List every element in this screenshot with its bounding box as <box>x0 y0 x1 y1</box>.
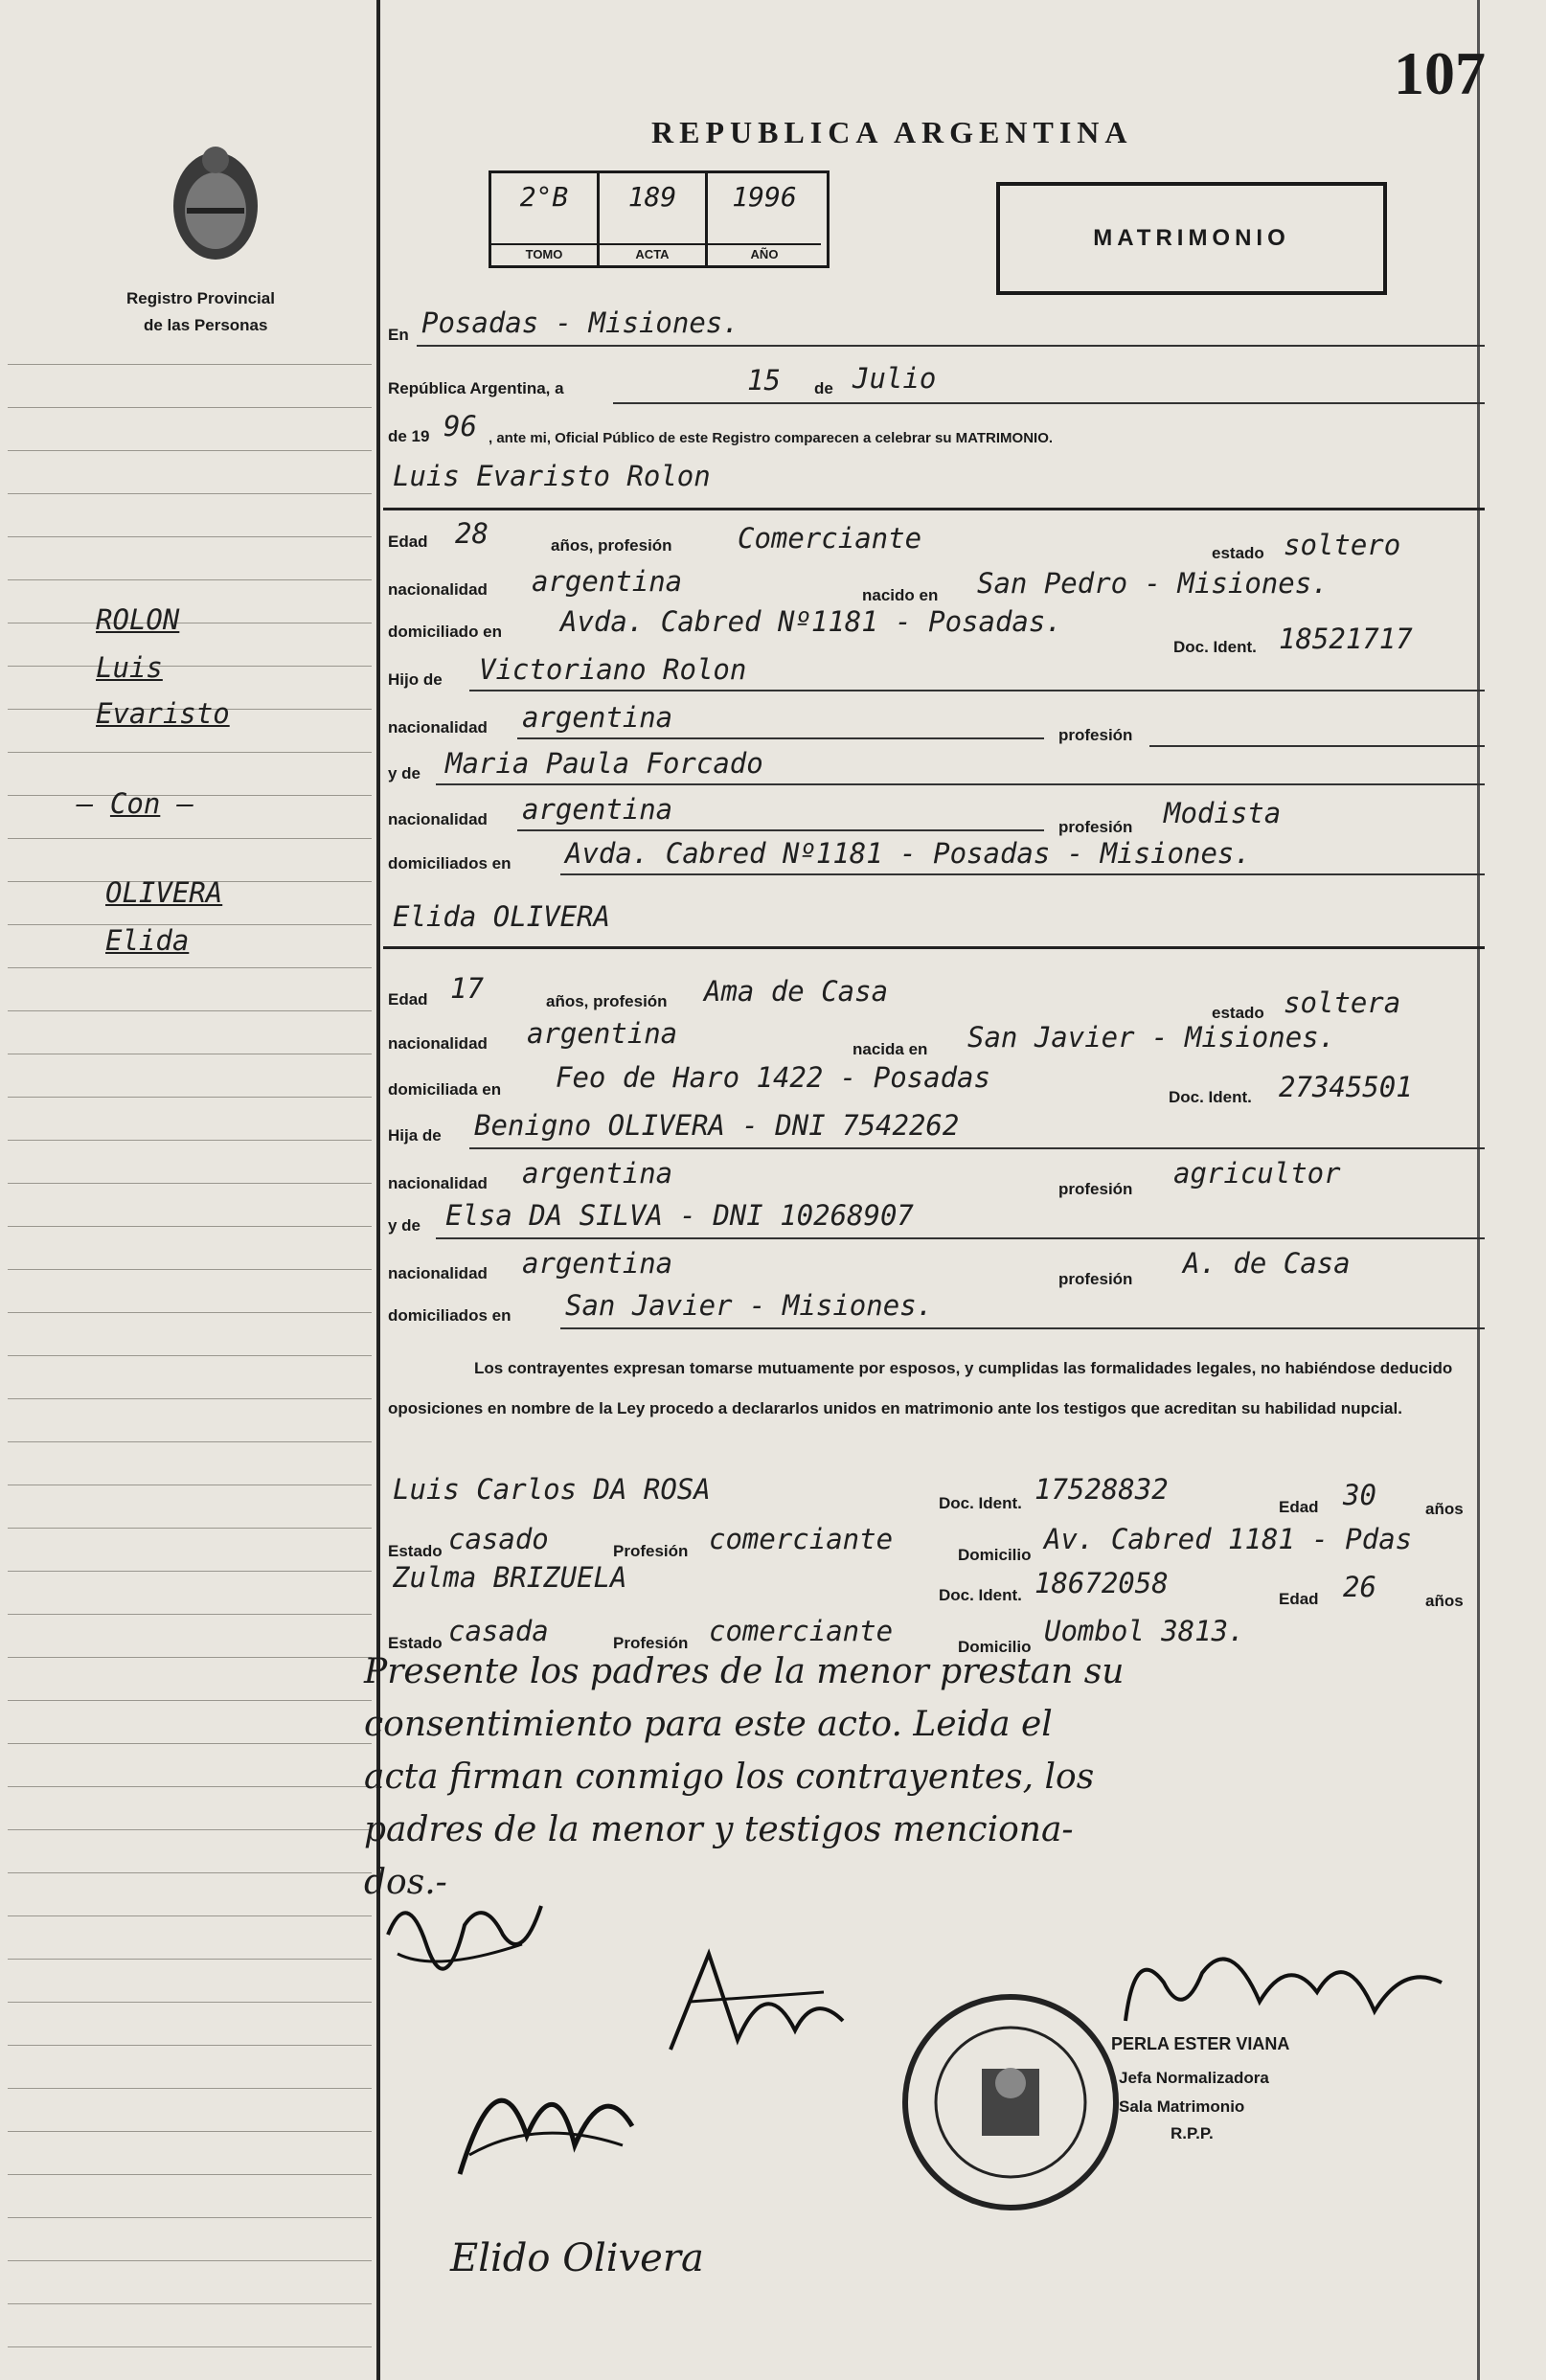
label-doc-ident: Doc. Ident. <box>1173 638 1257 656</box>
margin-bride-surname: OLIVERA <box>105 876 223 909</box>
witness2-doc: 18672058 <box>1034 1567 1169 1599</box>
witness1-doc: 17528832 <box>1034 1473 1169 1506</box>
witness2-name: Zulma BRIZUELA <box>393 1561 627 1594</box>
label-estado: estado <box>1212 544 1264 562</box>
label-anos-profesion: años, profesión <box>551 536 672 555</box>
rule-bride-name <box>383 946 1485 949</box>
witness2-status: casada <box>448 1615 549 1647</box>
label-nacionalidad-f: nacionalidad <box>388 718 488 737</box>
label-nacida-en: nacida en <box>853 1040 928 1058</box>
note-line-4: padres de la menor y testigos menciona- <box>364 1810 1074 1849</box>
label-nacionalidad-bf: nacionalidad <box>388 1174 488 1192</box>
bride-father-nationality: argentina <box>522 1157 673 1190</box>
label-estado-w2: Estado <box>388 1634 443 1652</box>
note-line-5: dos.- <box>364 1863 447 1902</box>
margin-rule-line <box>8 1226 372 1227</box>
margin-rule-line <box>8 1614 372 1615</box>
label-edad-b: Edad <box>388 990 428 1009</box>
label-edad-w2: Edad <box>1279 1590 1319 1608</box>
signature-groom <box>378 1877 551 1992</box>
label-anos-w1: años <box>1425 1500 1464 1518</box>
margin-rule-line <box>8 2260 372 2261</box>
signature-witness2 <box>441 2011 651 2193</box>
label-nacionalidad-b: nacionalidad <box>388 1034 488 1053</box>
label-y-de-b: y de <box>388 1216 421 1235</box>
label-estado-w1: Estado <box>388 1542 443 1560</box>
margin-rule-line <box>8 666 372 667</box>
margin-groom-name2: Evaristo <box>96 697 230 730</box>
rule-mother-nat <box>517 829 1044 831</box>
official-seal-icon <box>896 1987 1125 2217</box>
label-domicilio-w2: Domicilio <box>958 1638 1032 1656</box>
label-y-de: y de <box>388 764 421 782</box>
groom-parents-address: Avda. Cabred Nº1181 - Posadas - Misiones. <box>565 837 1251 870</box>
date-month: Julio <box>853 362 937 395</box>
note-line-3: acta firman conmigo los contrayentes, los <box>364 1757 1095 1797</box>
bride-address: Feo de Haro 1422 - Posadas <box>556 1061 990 1094</box>
registry-name-line1: Registro Provincial <box>126 289 275 307</box>
groom-mother-nationality: argentina <box>522 793 673 826</box>
margin-rule-line <box>8 1312 372 1313</box>
ano-cell <box>708 173 821 265</box>
bride-parents-address: San Javier - Misiones. <box>565 1289 934 1322</box>
bride-full-name: Elida OLIVERA <box>393 900 610 933</box>
official-name: PERLA ESTER VIANA <box>1111 2034 1290 2053</box>
margin-rule-line <box>8 2346 372 2347</box>
margin-groom-name1: Luis <box>96 651 163 684</box>
label-profesion-m: profesión <box>1058 818 1133 836</box>
rule-father-prof <box>1149 745 1485 747</box>
margin-rule-line <box>8 1441 372 1442</box>
witness1-address: Av. Cabred 1181 - Pdas <box>1044 1523 1413 1555</box>
margin-rule-line <box>8 536 372 537</box>
label-republica: República Argentina, a <box>388 379 564 397</box>
groom-age: 28 <box>455 517 489 550</box>
margin-rule-line <box>8 1786 372 1787</box>
label-doc-ident-w1: Doc. Ident. <box>939 1494 1022 1512</box>
margin-rule-line <box>8 1097 372 1098</box>
label-profesion-w2: Profesión <box>613 1634 689 1652</box>
rule-mother <box>436 783 1485 785</box>
label-ante-mi: , ante mi, Oficial Público de este Registro comparecen a celebrar su MATRIMONIO. <box>489 430 1054 446</box>
margin-rule-line <box>8 1959 372 1960</box>
margin-rule-line <box>8 493 372 494</box>
rule-father-nat <box>517 737 1044 739</box>
label-hijo-de: Hijo de <box>388 670 443 689</box>
bride-nationality: argentina <box>527 1017 678 1050</box>
coat-of-arms-icon <box>163 139 268 268</box>
witness2-age: 26 <box>1343 1571 1376 1603</box>
margin-rule-line <box>8 2131 372 2132</box>
margin-rule-line <box>8 1571 372 1572</box>
margin-rule-line <box>8 450 372 451</box>
groom-full-name: Luis Evaristo Rolon <box>393 460 711 492</box>
groom-profession: Comerciante <box>738 522 922 555</box>
ano-value: 1996 <box>732 181 797 213</box>
record-type-box: MATRIMONIO <box>996 182 1387 295</box>
margin-rule-line <box>8 1528 372 1529</box>
label-domiciliados-en: domiciliados en <box>388 854 512 873</box>
page-number: 107 <box>1394 39 1486 107</box>
note-line-1: Presente los padres de la menor prestan su <box>364 1652 1125 1691</box>
label-de-19: de 19 <box>388 427 430 445</box>
label-nacionalidad: nacionalidad <box>388 580 488 599</box>
label-profesion-bf: profesión <box>1058 1180 1133 1198</box>
rule-father <box>469 690 1485 691</box>
signature-witness1 <box>651 1935 862 2088</box>
margin-rule-line <box>8 1010 372 1011</box>
rule-groom-name <box>383 508 1485 510</box>
margin-rule-line <box>8 2174 372 2175</box>
margin-rule-line <box>8 407 372 408</box>
margin-rule-line <box>8 1872 372 1873</box>
label-nacionalidad-bm: nacionalidad <box>388 1264 488 1282</box>
groom-birthplace: San Pedro - Misiones. <box>977 567 1329 600</box>
margin-rule-line <box>8 1700 372 1701</box>
margin-rule-line <box>8 1915 372 1916</box>
margin-rule-line <box>8 579 372 580</box>
margin-rule-line <box>8 1743 372 1744</box>
margin-rule-line <box>8 752 372 753</box>
groom-nationality: argentina <box>532 565 683 598</box>
tomo-label: TOMO <box>491 243 597 261</box>
country-title: REPUBLICA ARGENTINA <box>651 115 1133 149</box>
margin-rule-line <box>8 2217 372 2218</box>
label-de: de <box>814 379 833 397</box>
rule-parents-address <box>560 873 1485 875</box>
label-nacido-en: nacido en <box>862 586 939 604</box>
label-domiciliados-en-b: domiciliados en <box>388 1306 512 1325</box>
date-year: 96 <box>443 410 477 442</box>
witness1-age: 30 <box>1343 1479 1376 1511</box>
bride-birthplace: San Javier - Misiones. <box>967 1021 1336 1054</box>
acta-cell <box>600 173 708 265</box>
label-hija-de: Hija de <box>388 1126 442 1145</box>
margin-groom-surname: ROLON <box>96 603 180 636</box>
margin-divider <box>376 0 380 2380</box>
groom-father-nationality: argentina <box>522 701 673 734</box>
bottom-signature: Elido Olivera <box>450 2236 704 2280</box>
margin-rule-line <box>8 838 372 839</box>
label-profesion-bm: profesión <box>1058 1270 1133 1288</box>
groom-mother: Maria Paula Forcado <box>445 747 763 780</box>
witness1-status: casado <box>448 1523 549 1555</box>
groom-address: Avda. Cabred Nº1181 - Posadas. <box>560 605 1062 638</box>
label-en: En <box>388 326 409 344</box>
tomo-value: 2°B <box>519 181 569 213</box>
groom-father: Victoriano Rolon <box>479 653 747 686</box>
margin-rule-line <box>8 967 372 968</box>
label-anos-w2: años <box>1425 1592 1464 1610</box>
rule-bride-mother <box>436 1237 1485 1239</box>
margin-rule-line <box>8 1657 372 1658</box>
label-domiciliada-en: domiciliada en <box>388 1080 502 1099</box>
label-domiciliado-en: domiciliado en <box>388 623 503 641</box>
witness1-profession: comerciante <box>709 1523 894 1555</box>
margin-rule-line <box>8 2303 372 2304</box>
bride-mother-nationality: argentina <box>522 1247 673 1280</box>
note-line-2: consentimiento para este acto. Leida el <box>364 1705 1053 1744</box>
bride-age: 17 <box>450 972 484 1005</box>
margin-rule-line <box>8 1355 372 1356</box>
margin-rule-line <box>8 1829 372 1830</box>
date-day: 15 <box>747 364 781 397</box>
label-profesion-w1: Profesión <box>613 1542 689 1560</box>
act-number-box <box>489 170 830 268</box>
rule-bride-parents-address <box>560 1327 1485 1329</box>
margin-rule-line <box>8 924 372 925</box>
margin-rule-line <box>8 1269 372 1270</box>
label-edad: Edad <box>388 533 428 551</box>
margin-rule-line <box>8 2088 372 2089</box>
label-estado-b: estado <box>1212 1004 1264 1022</box>
rule-date <box>613 402 1485 404</box>
acta-label: ACTA <box>600 243 705 261</box>
official-office: Sala Matrimonio <box>1119 2097 1245 2116</box>
bride-father-profession: agricultor <box>1173 1157 1341 1190</box>
declaration-text: Los contrayentes expresan tomarse mutuamente por esposos, y cumplidas las formalidades legales, no habiéndose deducido oposiciones en nombre de la Ley procedo a declararlos unidos en matrimonio ante los testigos que acreditan su habilidad nupcial. <box>388 1359 1453 1417</box>
place: Posadas - Misiones. <box>421 306 739 339</box>
label-doc-ident-w2: Doc. Ident. <box>939 1586 1022 1604</box>
bride-mother: Elsa DA SILVA - DNI 10268907 <box>445 1199 914 1232</box>
margin-connector: — Con — <box>77 787 194 820</box>
registry-name-line2: de las Personas <box>144 316 268 334</box>
margin-rule-line <box>8 364 372 365</box>
margin-rule-line <box>8 1140 372 1141</box>
bride-profession: Ama de Casa <box>704 975 889 1008</box>
official-abbr: R.P.P. <box>1171 2124 1214 2142</box>
bride-father: Benigno OLIVERA - DNI 7542262 <box>474 1109 960 1142</box>
label-doc-ident-b: Doc. Ident. <box>1169 1088 1252 1106</box>
margin-rule-line <box>8 2045 372 2046</box>
rule-place <box>417 345 1485 347</box>
groom-doc: 18521717 <box>1279 623 1413 655</box>
ano-label: AÑO <box>708 243 821 261</box>
right-edge-line <box>1477 0 1480 2380</box>
bride-doc: 27345501 <box>1279 1071 1413 1103</box>
witness2-address: Uombol 3813. <box>1044 1615 1245 1647</box>
bride-mother-profession: A. de Casa <box>1183 1247 1351 1280</box>
margin-rule-line <box>8 2002 372 2003</box>
label-edad-w1: Edad <box>1279 1498 1319 1516</box>
witness1-name: Luis Carlos DA ROSA <box>393 1473 711 1506</box>
margin-rule-line <box>8 1183 372 1184</box>
margin-rule-line <box>8 1398 372 1399</box>
acta-value: 189 <box>627 181 677 213</box>
witness2-profession: comerciante <box>709 1615 894 1647</box>
label-nacionalidad-m: nacionalidad <box>388 810 488 828</box>
rule-bride-father <box>469 1147 1485 1149</box>
label-domicilio-w1: Domicilio <box>958 1546 1032 1564</box>
bride-status: soltera <box>1284 986 1401 1019</box>
groom-mother-profession: Modista <box>1164 797 1282 829</box>
groom-status: soltero <box>1284 529 1401 561</box>
margin-bride-name: Elida <box>105 924 190 957</box>
label-profesion-f: profesión <box>1058 726 1133 744</box>
official-title: Jefa Normalizadora <box>1119 2069 1269 2087</box>
tomo-cell <box>491 173 600 265</box>
label-anos-profesion-b: años, profesión <box>546 992 668 1010</box>
